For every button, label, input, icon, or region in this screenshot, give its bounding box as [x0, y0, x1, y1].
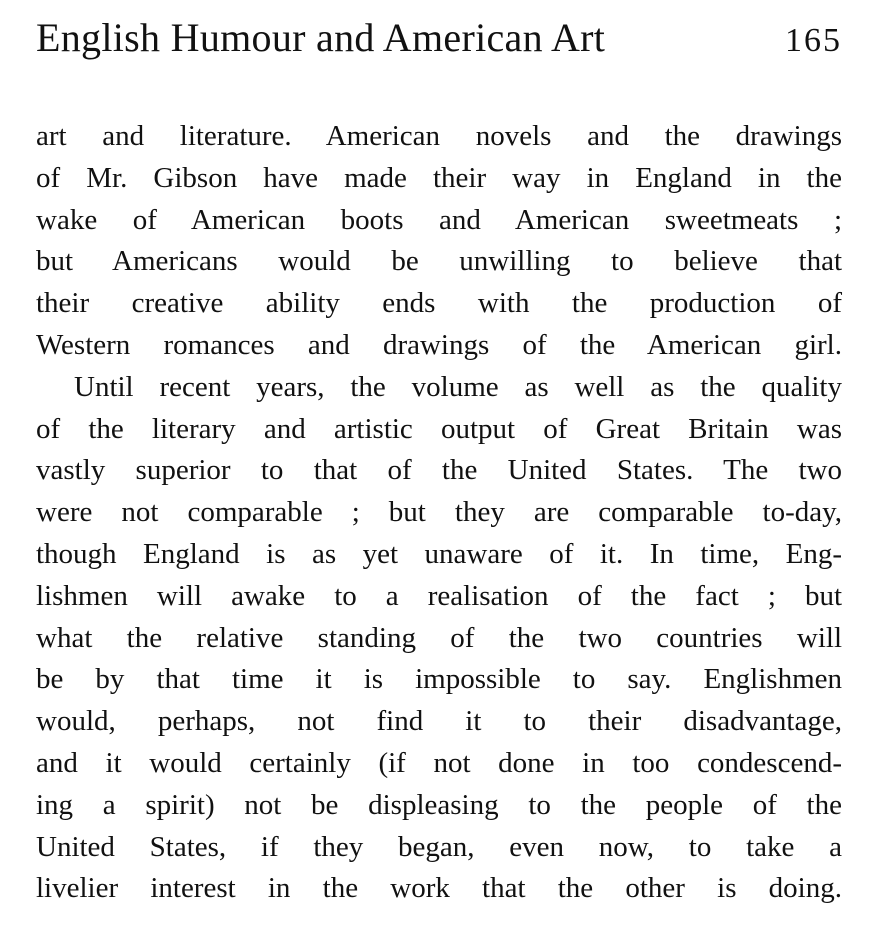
book-page: [36, 14, 842, 910]
body-text: [36, 116, 842, 910]
text-line: lishmen will awake to a realisation of the fact ; but: [36, 579, 842, 612]
paragraph-start-line: Until recent years, the volume as well as the quality: [74, 370, 842, 403]
text-line: ing a spirit) not be displeasing to the people of the: [36, 788, 842, 821]
text-line: Western romances and drawings of the American girl.: [36, 328, 842, 361]
text-line: would, perhaps, not find it to their disadvantage,: [36, 705, 842, 738]
running-head: [36, 14, 842, 76]
text-line: wake of American boots and American sweetmeats ;: [36, 203, 842, 236]
text-line: livelier interest in the work that the other is doing.: [36, 872, 842, 905]
text-line: though England is as yet unaware of it. In time, Eng-: [36, 537, 842, 570]
running-title: English Humour and American Art: [36, 15, 606, 60]
text-line: United States, if they began, even now, to take a: [36, 830, 842, 863]
page-number: 165: [785, 22, 842, 59]
text-line: but Americans would be unwilling to believe that: [36, 245, 842, 278]
text-line: of the literary and artistic output of Great Britain was: [36, 412, 842, 445]
text-line: their creative ability ends with the production of: [36, 287, 842, 320]
text-line: were not comparable ; but they are comparable to-day,: [36, 496, 842, 529]
text-line: of Mr. Gibson have made their way in England in the: [36, 161, 842, 194]
text-line: what the relative standing of the two countries will: [36, 621, 842, 654]
text-line: and it would certainly (if not done in too condescend-: [36, 746, 842, 779]
text-line: vastly superior to that of the United States. The two: [36, 454, 842, 487]
text-line: be by that time it is impossible to say. Englishmen: [36, 663, 842, 696]
text-line: art and literature. American novels and the drawings: [36, 120, 842, 152]
